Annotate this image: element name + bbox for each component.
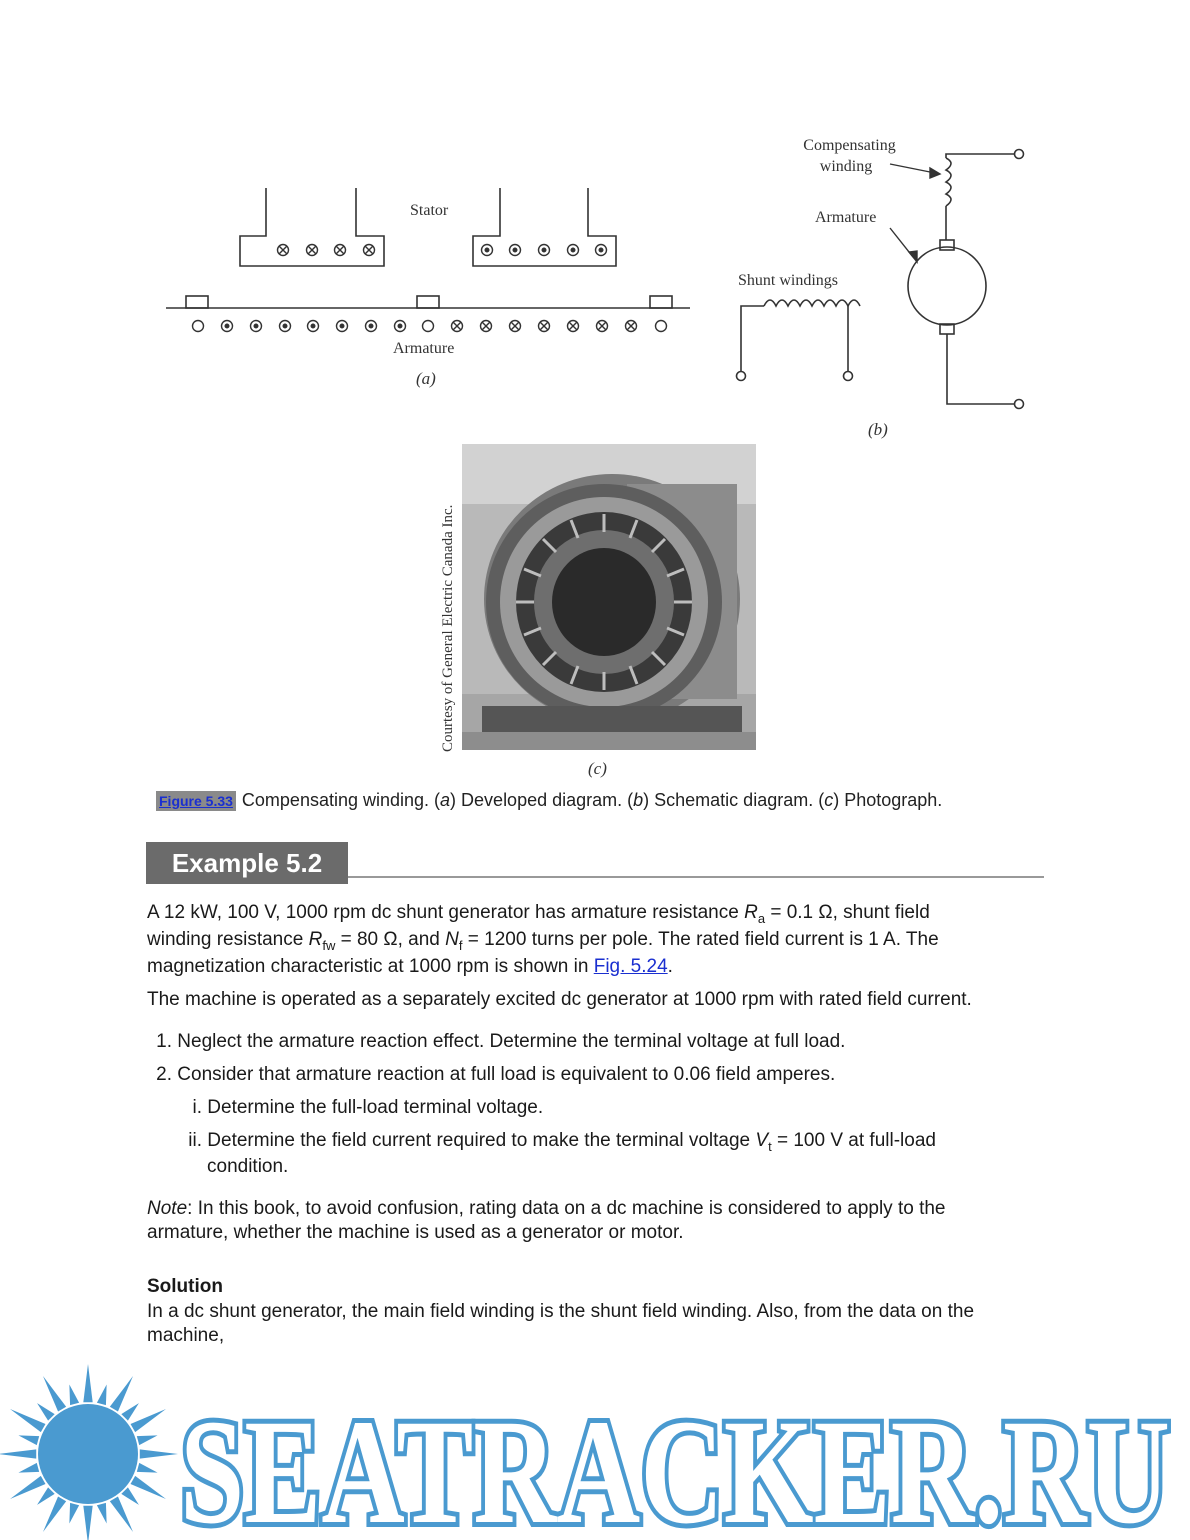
stator-dot-conductors	[482, 245, 607, 256]
sun-ray	[121, 1403, 139, 1421]
label-part-b: (b)	[868, 420, 888, 439]
label-winding: winding	[819, 158, 873, 175]
sun-ray	[97, 1503, 107, 1524]
note-paragraph: Note: In this book, to avoid confusion, rating data on a dc machine is considered to apply to the armature, whether the machine is used as a generator or motor.	[147, 1198, 946, 1243]
heading-rule	[348, 876, 1044, 878]
fig-5-24-link[interactable]: Fig. 5.24	[593, 956, 668, 977]
sun-ray	[0, 1449, 36, 1458]
sun-ray	[131, 1476, 166, 1499]
photo-credit: Courtesy of General Electric Canada Inc.	[440, 504, 456, 752]
sun-ray	[10, 1409, 45, 1432]
sun-ray	[137, 1435, 158, 1445]
sun-logo-icon	[0, 1364, 178, 1540]
sun-ray	[83, 1364, 92, 1402]
figure-ref-link[interactable]: Figure 5.33	[156, 791, 236, 811]
label-stator: Stator	[410, 202, 449, 219]
stator-cross-conductors	[278, 245, 375, 256]
label-part-c: (c)	[588, 759, 607, 778]
sun-ray	[43, 1497, 66, 1532]
sun-ray	[69, 1384, 79, 1405]
sun-ray	[140, 1449, 178, 1458]
label-compensating: Compensating	[803, 137, 896, 154]
sun-ray	[18, 1435, 39, 1445]
solution-heading: Solution	[147, 1276, 223, 1297]
sun-ray	[121, 1487, 139, 1505]
sun-ray	[18, 1463, 39, 1473]
sun-ray	[10, 1476, 45, 1499]
figure-caption: Figure 5.33 Compensating winding. (a) Developed diagram. (b) Schematic diagram. (c) Photograph.	[156, 790, 942, 811]
label-shunt-windings: Shunt windings	[738, 272, 839, 289]
label-armature-b: Armature	[815, 209, 877, 226]
sub-list-item: ii. Determine the field current required to make the terminal voltage $V_t = 100$ V at full-load condition.	[188, 1130, 936, 1177]
label-armature-a: Armature	[393, 340, 455, 357]
operation-paragraph: The machine is operated as a separately excited dc generator at 1000 rpm with rated field current.	[147, 989, 972, 1010]
sub-list-item: i. Determine the full-load terminal voltage.	[192, 1097, 544, 1118]
sun-ray	[69, 1503, 79, 1524]
watermark-text: SEATRACKER.RU	[180, 1389, 1170, 1540]
label-part-a: (a)	[416, 369, 436, 388]
sun-ray	[110, 1376, 133, 1411]
sun-ray	[131, 1409, 166, 1432]
sun-ray	[43, 1376, 66, 1411]
list-item: 2. Consider that armature reaction at full load is equivalent to 0.06 field amperes.	[156, 1064, 836, 1085]
watermark	[0, 1362, 1190, 1540]
sun-ray	[110, 1497, 133, 1532]
example-heading: Example 5.2	[146, 842, 348, 884]
sun-ray	[83, 1506, 92, 1540]
problem-paragraph: A 12 kW, 100 V, 1000 rpm dc shunt generator has armature resistance $R_a = 0.1$ Ω, shunt field winding resistance $R_{fw} = 80$ Ω, and $N_f = 1200$ turns per pole. The rated field current is 1 A. The magnetization characteristic at 1000 rpm is shown in Fig. 5.24.	[147, 902, 939, 977]
sun-ray	[137, 1463, 158, 1473]
figure-c-photograph	[462, 444, 756, 750]
sun-ray	[97, 1384, 107, 1405]
sun-ray	[37, 1403, 55, 1421]
list-item: 1. Neglect the armature reaction effect. Determine the terminal voltage at full load.	[156, 1031, 846, 1052]
sun-ray	[37, 1487, 55, 1505]
armature-conductors	[193, 321, 667, 332]
solution-paragraph: In a dc shunt generator, the main field winding is the shunt field winding. Also, from the data on the machine,	[147, 1301, 975, 1346]
